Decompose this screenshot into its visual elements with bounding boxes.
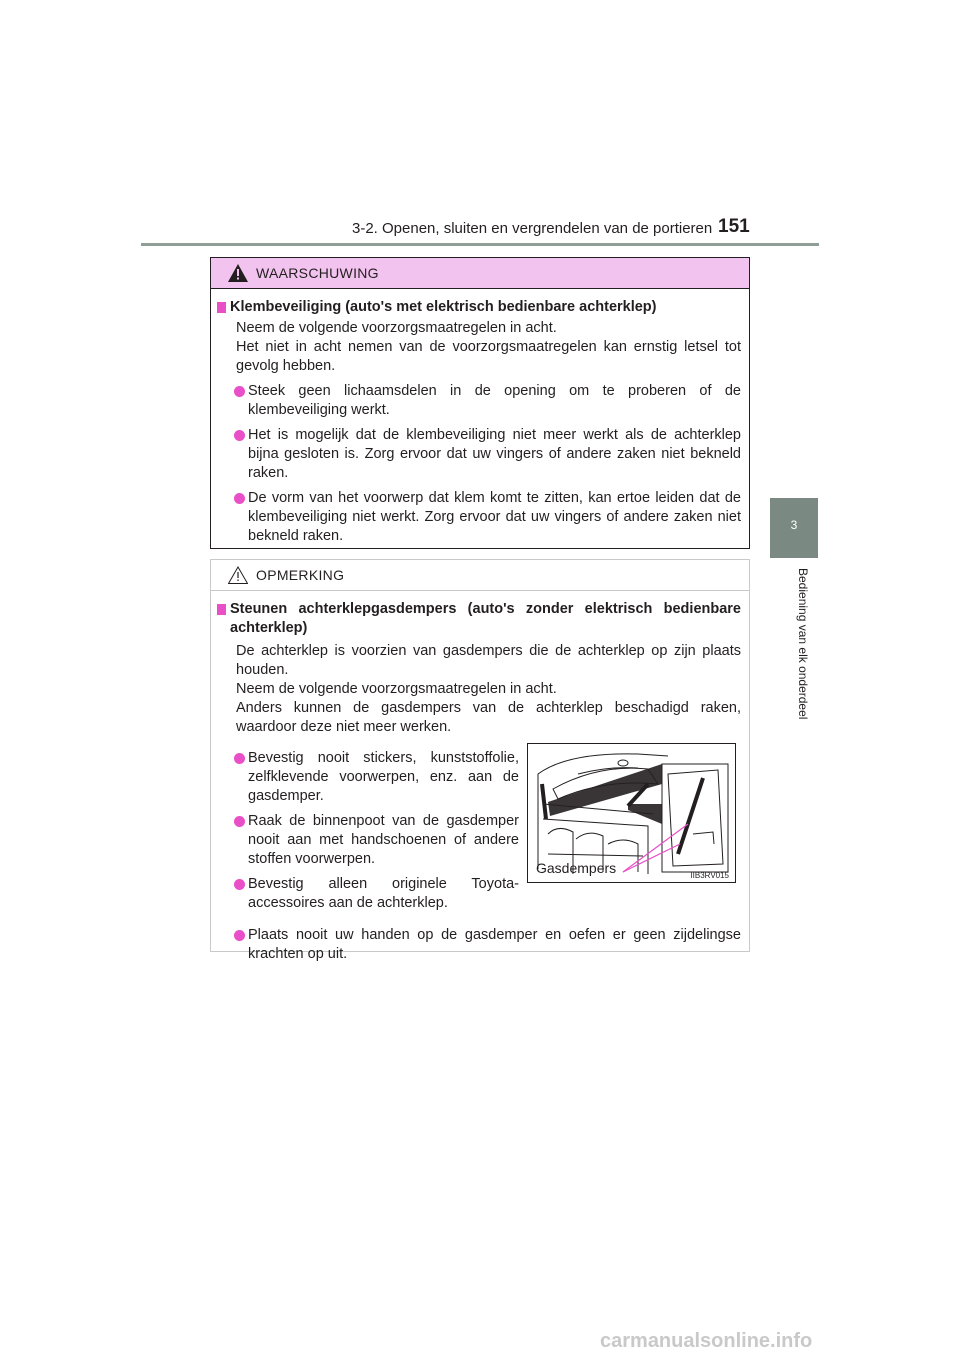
warning-paragraph: Neem de volgende voorzorgsmaatregelen in acht. Het niet in acht nemen van de voorzorgsmaatregelen kan ernstig letsel tot gevolg hebben. [236, 320, 741, 374]
bullet-dot [234, 930, 245, 941]
bullet-dot [234, 386, 245, 397]
chapter-label: Bediening van elk onderdeel [796, 568, 810, 720]
section-title: 3-2. Openen, sluiten en vergrendelen van de portieren [352, 220, 713, 237]
warning-box [210, 257, 750, 549]
bullet-dot [234, 753, 245, 764]
page-header [0, 216, 960, 246]
note-bullet-text: Bevestig alleen originele Toyota-accessoires aan de achterklep. [248, 876, 519, 911]
gas-strut-illustration [527, 743, 736, 883]
note-bullet-full-text: Plaats nooit uw handen op de gasdemper en oefen er geen zijdelingse krachten op uit. [248, 927, 741, 962]
bullet-dot [234, 879, 245, 890]
chapter-tab [770, 498, 818, 558]
note-bullet [217, 812, 519, 869]
note-heading-text: Steunen achterklepgasdempers (auto's zonder elektrisch bedienbare achterklep) [230, 601, 741, 636]
page-number: 151 [718, 216, 750, 237]
warning-heading [217, 298, 741, 317]
warning-content [211, 298, 749, 546]
bullet-dot [234, 430, 245, 441]
note-paragraph: De achterklep is voorzien van gasdempers die de achterklep op zijn plaats houden. Neem de volgende voorzorgsmaatregelen in acht. Anders kunnen de gasdempers van de achterklep beschadigd raken, waardoor deze niet meer werken. [236, 643, 741, 735]
warning-bullet [217, 426, 741, 483]
warning-heading-text: Klembeveiliging (auto's met elektrisch bedienbare achterklep) [230, 299, 657, 315]
watermark: carmanualsonline.info [600, 1330, 813, 1352]
note-bullet-text: Bevestig nooit stickers, kunststoffolie, zelfklevende voorwerpen, enz. aan de gasdemper. [248, 750, 519, 804]
gas-strut-label: Gasdempers [536, 860, 617, 876]
warning-bullet-text: Steek geen lichaamsdelen in de opening om te proberen of de klembeveiliging werkt. [248, 383, 741, 418]
note-bullet [217, 875, 519, 913]
note-left-bullets [217, 749, 519, 913]
warning-bullet [217, 382, 741, 420]
chapter-label-container [796, 568, 812, 758]
note-bullet-text: Raak de binnenpoot van de gasdemper nooit aan met handschoenen of andere stoffen voorwerpen. [248, 813, 519, 867]
note-bar [211, 560, 749, 591]
note-heading [217, 600, 741, 638]
illustration-code: IIB3RV015 [690, 871, 729, 880]
warning-triangle-icon [228, 264, 248, 282]
note-bullet-full [217, 926, 741, 964]
warning-bar [211, 258, 749, 289]
bullet-dot [234, 816, 245, 827]
warning-bullet-text: De vorm van het voorwerp dat klem komt te zitten, kan ertoe leiden dat de klembeveiliging niet werkt. Zorg ervoor dat uw vingers of andere zaken niet bekneld raken. [248, 490, 741, 544]
note-bullet [217, 749, 519, 806]
header-divider [141, 243, 819, 246]
note-title: OPMERKING [256, 567, 345, 583]
warning-bullet [217, 489, 741, 546]
warning-bullet-text: Het is mogelijk dat de klembeveiliging niet meer werkt als de achterklep bijna gesloten is. Zorg ervoor dat uw vingers of andere zaken niet bekneld raken. [248, 427, 741, 481]
bullet-dot [234, 493, 245, 504]
note-box [210, 559, 750, 962]
chapter-number: 3 [790, 518, 798, 532]
warning-title: WAARSCHUWING [256, 265, 379, 281]
heading-marker [217, 604, 226, 615]
heading-marker [217, 302, 226, 313]
caution-triangle-icon [228, 566, 248, 584]
